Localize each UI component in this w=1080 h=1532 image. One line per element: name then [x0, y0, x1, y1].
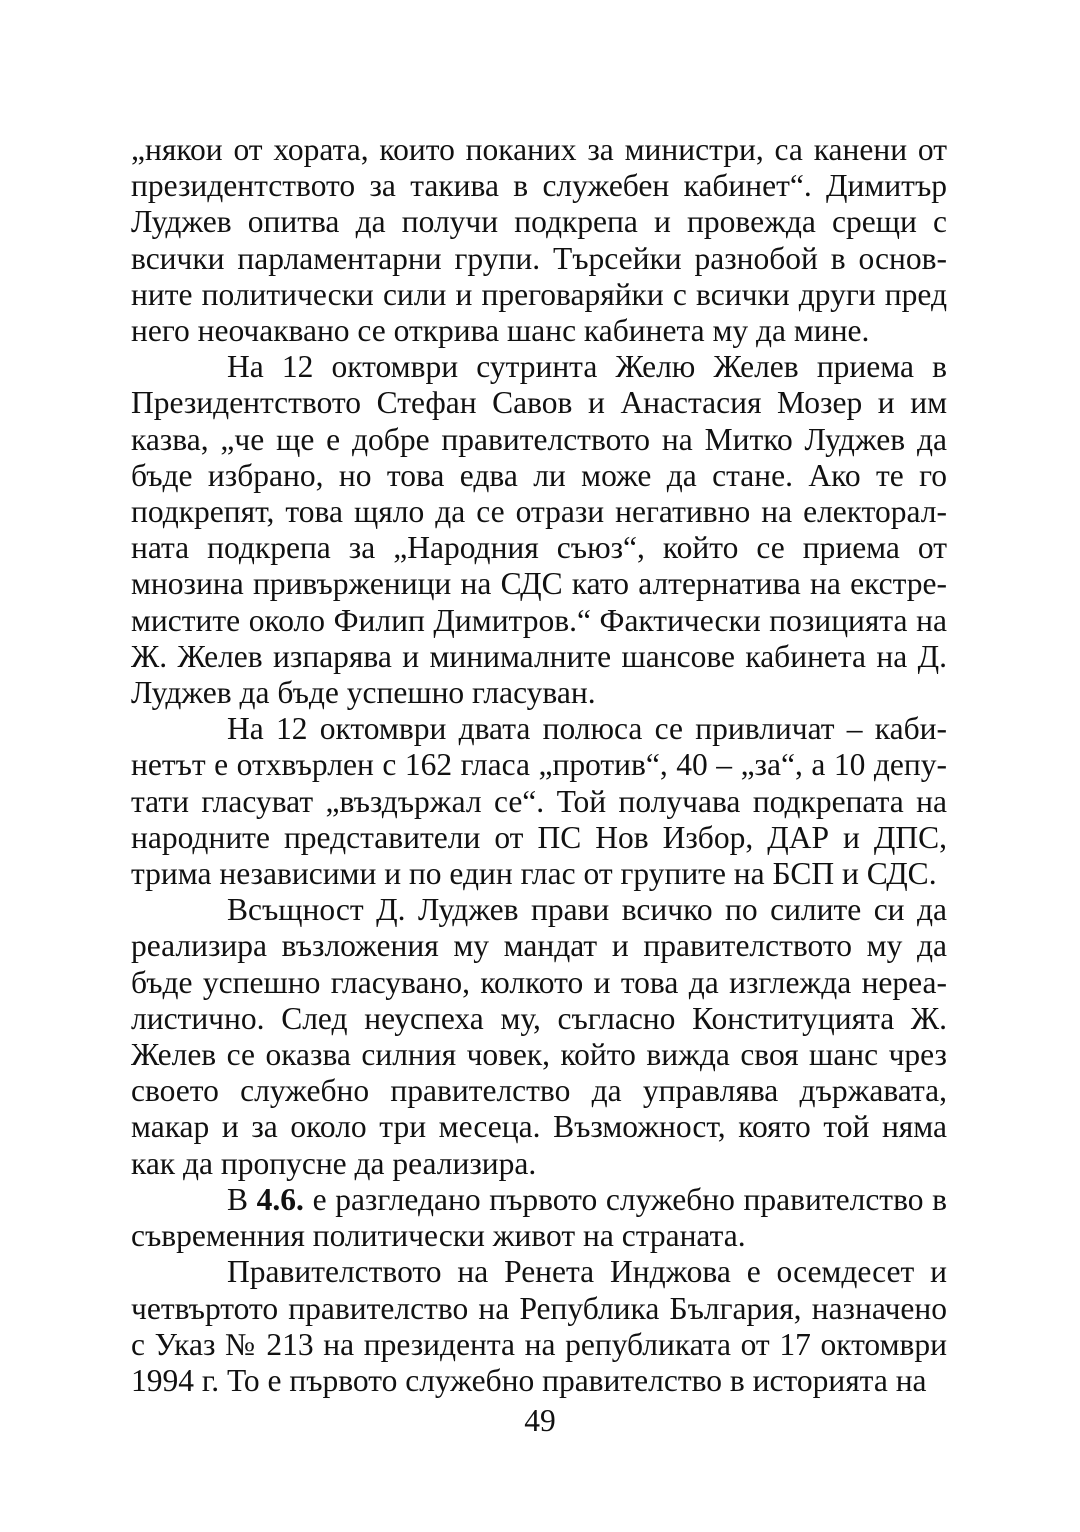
page-body: [131, 132, 947, 1399]
page-number: 49: [524, 1403, 556, 1438]
paragraph-5-suffix: е разгледано първото служебно правителство в съвременния политически живот на страната.: [131, 1181, 947, 1254]
paragraph-5-prefix: В: [227, 1181, 257, 1217]
paragraph-6: Правителството на Ренета Инджова е осемдесет и четвъртото правителство на Република България, назначено с Указ № 213 на президента на републиката от 17 октомври 1994 г. То е първото служебно правителство в историята на: [131, 1254, 947, 1398]
paragraph-4: Всъщност Д. Луджев прави всичко по силите си да реализира възложения му мандат и правителството му да бъде успешно гласувано, колкото и това да изглежда нереалистично. След неуспеха му, съгласно Конституцията Ж. Желев се оказва силния човек, който вижда своя шанс чрез своето служебно правителство да управлява държавата, макар и за около три месеца. Възможност, която той няма как да пропусне да реализира.: [131, 892, 947, 1181]
section-reference: 4.6.: [256, 1181, 304, 1217]
paragraph-1: „някои от хората, които поканих за министри, са канени от президентството за такива в служебен кабинет“. Димитър Луджев опитва да получи подкрепа и провежда срещи с всички парламентарни групи. Търсейки разнобой в основните политически сили и преговаряйки с всички други пред него неочаквано се открива шанс кабинета му да мине.: [131, 132, 947, 349]
paragraph-2: На 12 октомври сутринта Желю Желев приема в Президентството Стефан Савов и Анастасия Мозер и им казва, „че ще е добре правителството на Митко Луджев да бъде избрано, но това едва ли може да стане. Ако те го подкрепят, това щяло да се отрази негативно на електоралната подкрепа за „Народния съюз“, който се приема от мнозина привърженици на СДС като алтернатива на екстремистите около Филип Димитров.“ Фактически позицията на Ж. Желев изпарява и минималните шансове кабинета на Д. Луджев да бъде успешно гласуван.: [131, 349, 947, 711]
paragraph-5: [131, 1182, 947, 1254]
paragraph-3: На 12 октомври двата полюса се привличат – кабинетът е отхвърлен с 162 гласа „против“, 40 – „за“, а 10 депутати гласуват „въздържал се“. Той получава подкрепата на народните представители от ПС Нов Избор, ДАР и ДПС, трима независими и по един глас от групите на БСП и СДС.: [131, 711, 947, 892]
